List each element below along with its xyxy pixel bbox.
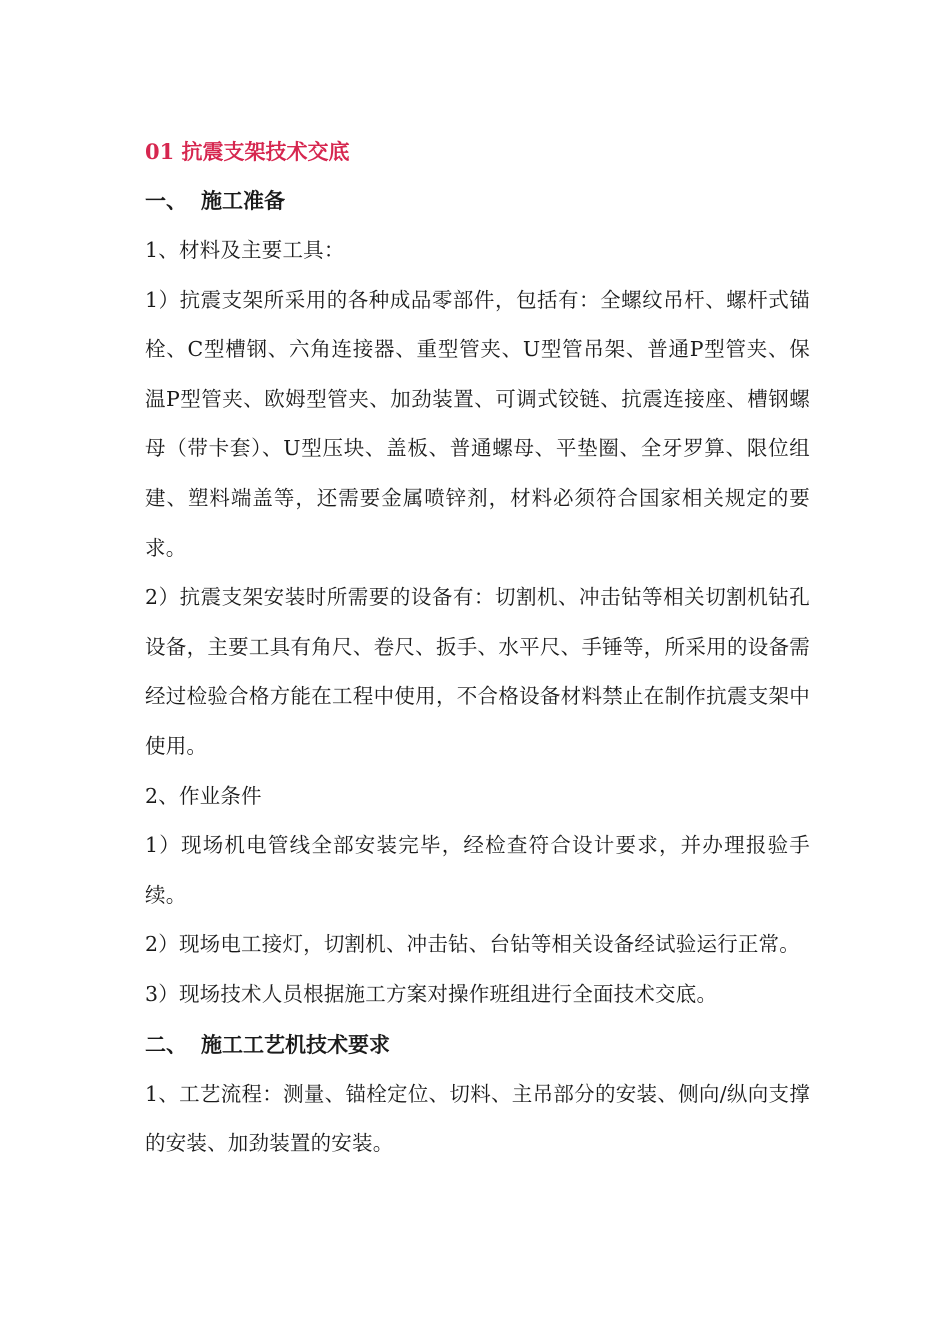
paragraph: 2、作业条件: [145, 783, 262, 808]
paragraph: 1、材料及主要工具：: [145, 238, 345, 262]
paragraph: 2）现场电工接灯，切割机、冲击钻、台钻等相关设备经试验运行正常。: [145, 932, 800, 957]
section-number: 一、: [145, 188, 187, 213]
document-title: 01 抗震支架技术交底: [145, 139, 350, 164]
document-page: [145, 128, 810, 1169]
section-title: 施工准备: [201, 188, 285, 213]
paragraph: 1）现场机电管线全部安装完毕，经检查符合设计要求，并办理报验手续。: [145, 833, 810, 907]
paragraph: 3）现场技术人员根据施工方案对操作班组进行全面技术交底。: [145, 981, 718, 1006]
section-heading-2: [145, 1020, 810, 1070]
section-title: 施工工艺机技术要求: [201, 1031, 390, 1057]
section-heading-1: [145, 176, 810, 226]
paragraph: 2）抗震支架安装时所需要的设备有：切割机、冲击钻等相关切割机钻孔设备，主要工具有角尺、卷尺、扳手、水平尺、手锤等，所采用的设备需经过检验合格方能在工程中使用，不合格设备材料禁止在制作抗震支架中使用。: [145, 585, 810, 758]
paragraph: 1、工艺流程：测量、锚栓定位、切料、主吊部分的安装、侧向/纵向支撑的安装、加劲装置的安装。: [145, 1081, 810, 1156]
paragraph: 1）抗震支架所采用的各种成品零部件，包括有：全螺纹吊杆、螺杆式锚栓、C型槽钢、六角连接器、重型管夹、U型管吊架、普通P型管夹、保温P型管夹、欧姆型管夹、加劲装置、可调式铰链、抗震连接座、槽钢螺母（带卡套）、U型压块、盖板、普通螺母、平垫圈、全牙罗算、限位组建、塑料端盖等，还需要金属喷锌剂，材料必须符合国家相关规定的要求。: [145, 287, 810, 560]
section-number: 二、: [145, 1031, 187, 1057]
